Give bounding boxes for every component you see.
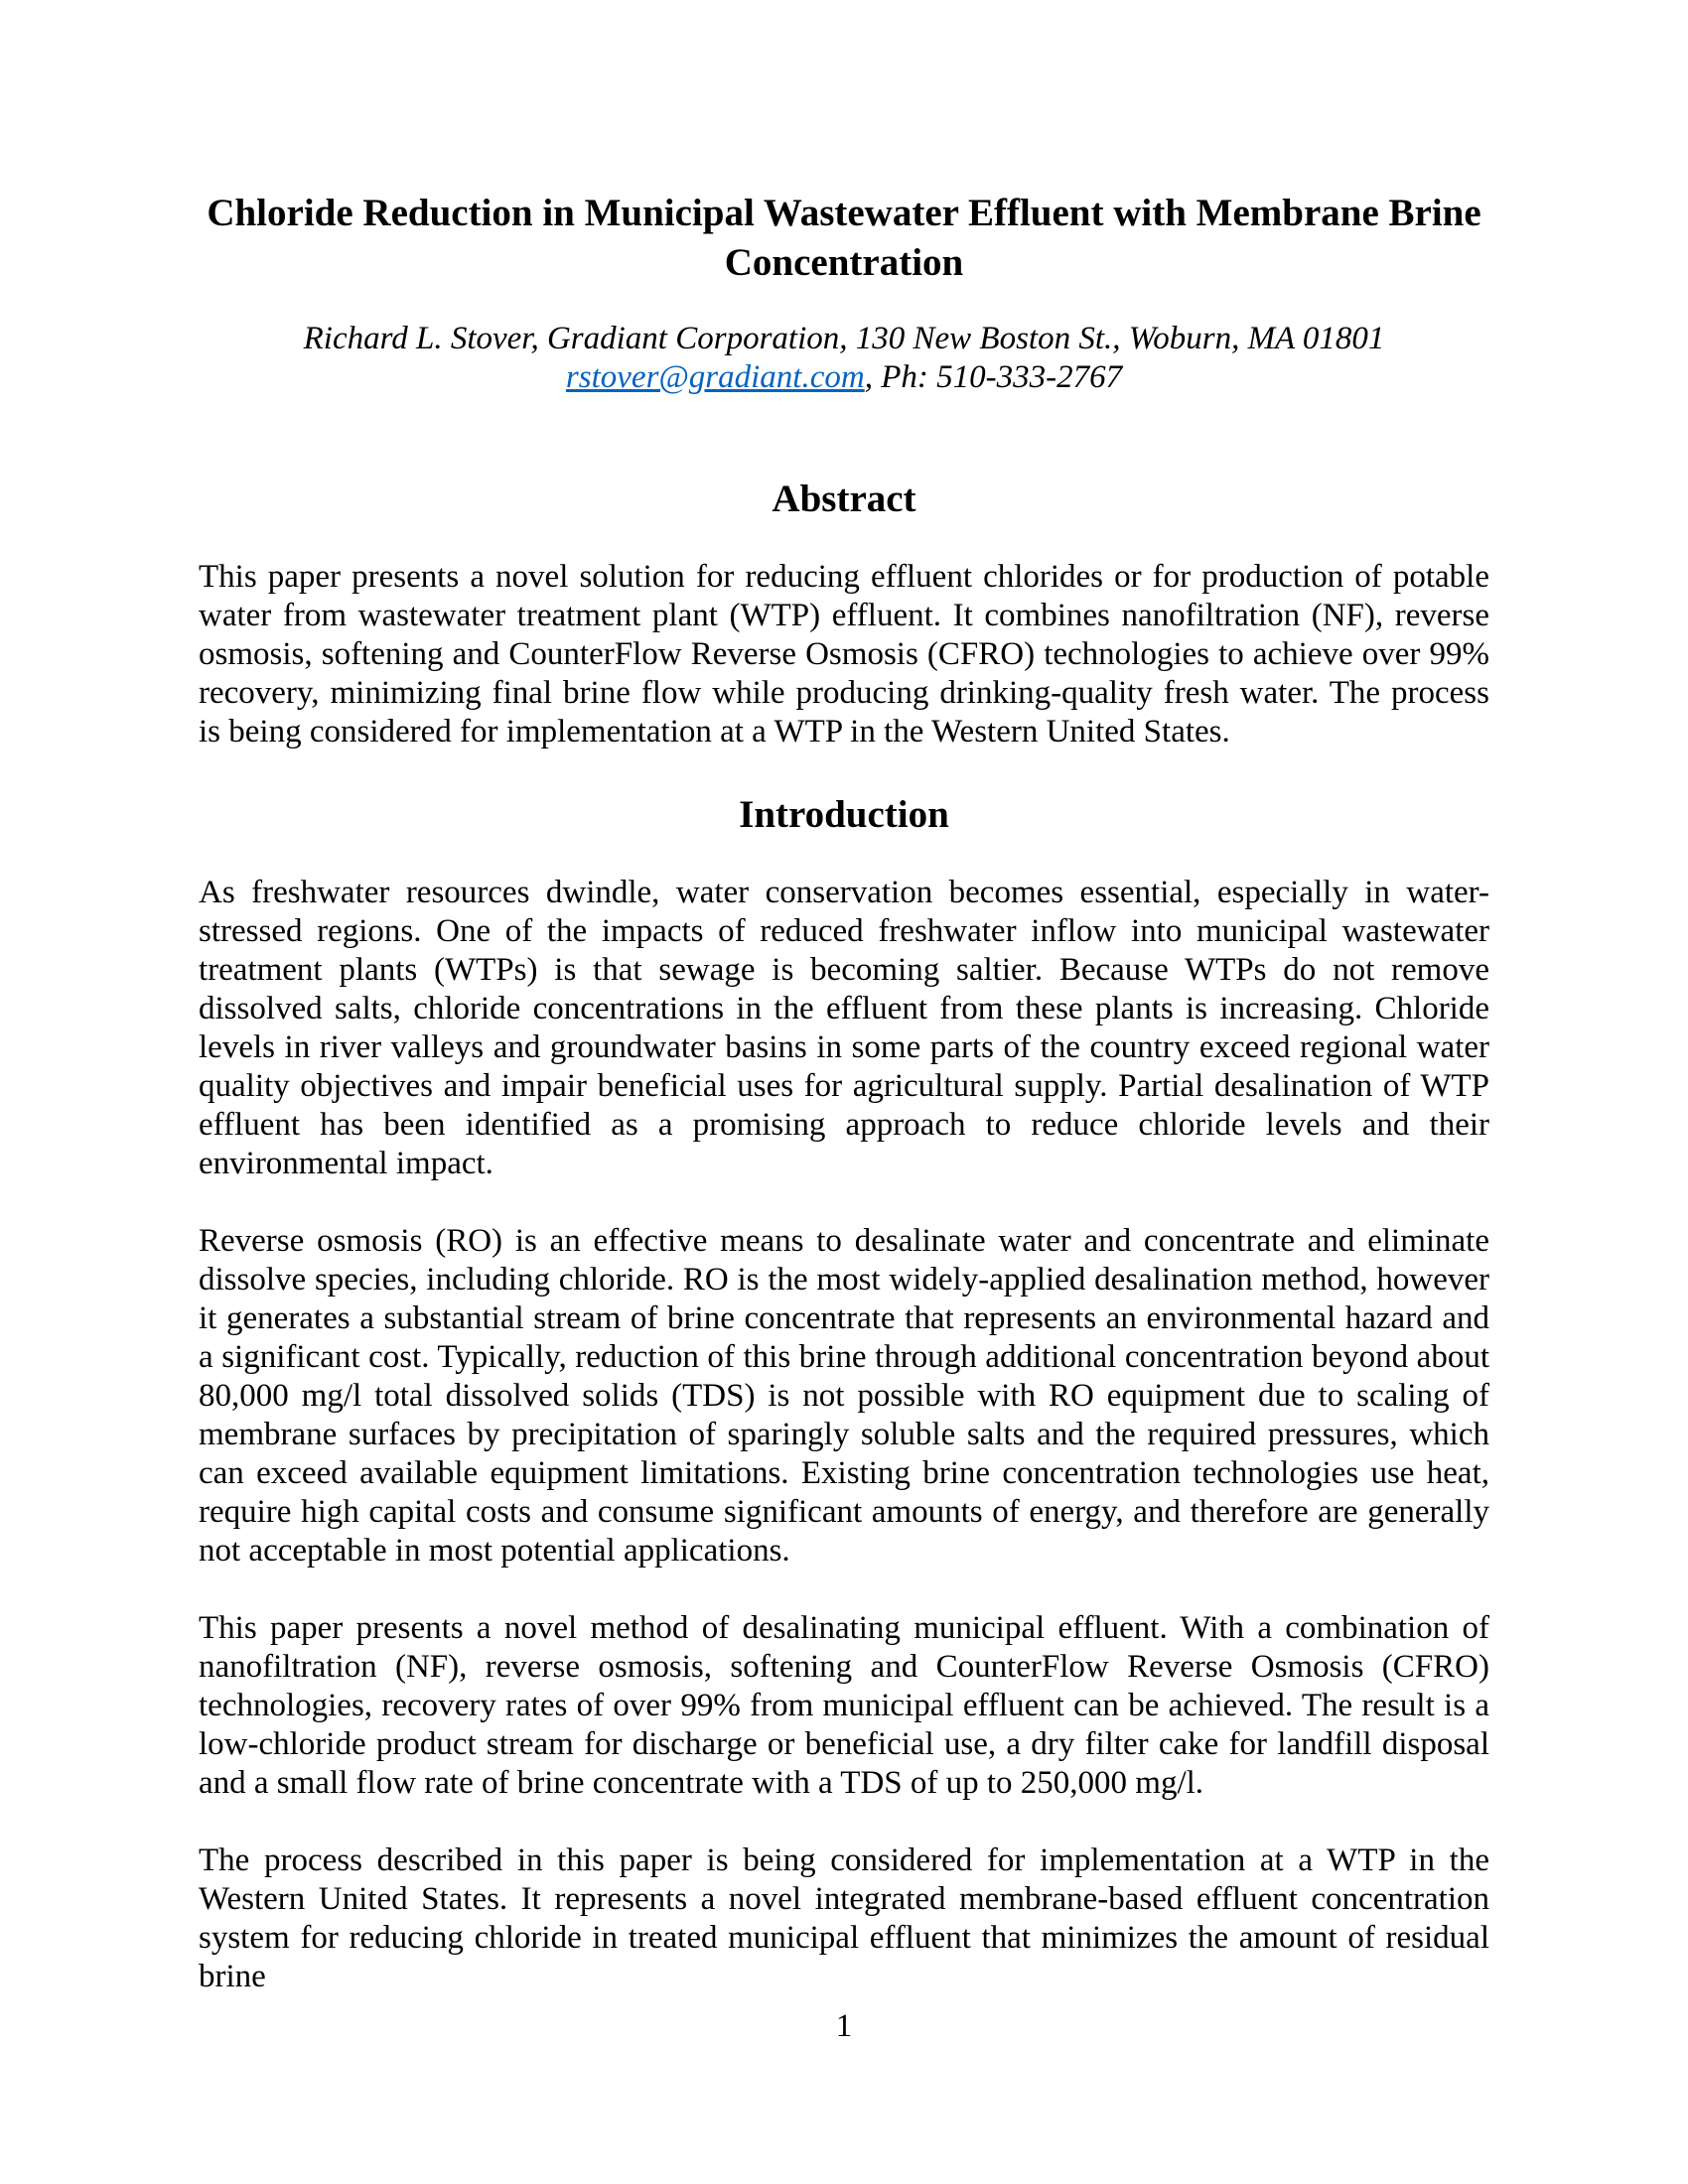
- introduction-paragraph-2: Reverse osmosis (RO) is an effective means to desalinate water and concentrate and eliminate dissolve species, including chloride. RO is the most widely-applied desalination method, however it generates a substantial stream of brine concentrate that represents an environmental hazard and a significant cost. Typically, reduction of this brine through additional concentration beyond about 80,000 mg/l total dissolved solids (TDS) is not possible with RO equipment due to scaling of membrane surfaces by precipitation of sparingly soluble salts and the required pressures, which can exceed available equipment limitations. Existing brine concentration technologies use heat, require high capital costs and consume significant amounts of energy, and therefore are generally not acceptable in most potential applications.: [199, 1223, 1489, 1569]
- introduction-paragraph-1: As freshwater resources dwindle, water conservation becomes essential, especially in water-stressed regions. One of the impacts of reduced freshwater inflow into municipal wastewater treatment plants (WTPs) is that sewage is becoming saltier. Because WTPs do not remove dissolved salts, chloride concentrations in the effluent from these plants is increasing. Chloride levels in river valleys and groundwater basins in some parts of the country exceed regional water quality objectives and impair beneficial uses for agricultural supply. Partial desalination of WTP effluent has been identified as a promising approach to reduce chloride levels and their environmental impact.: [199, 875, 1489, 1181]
- introduction-paragraph-4: The process described in this paper is being considered for implementation at a WTP in the Western United States. It represents a novel integrated membrane-based effluent concentration system for reducing chloride in treated municipal effluent that minimizes the amount of residual brine: [199, 1843, 1489, 1994]
- contact-line: [199, 358, 1489, 397]
- abstract-heading: Abstract: [772, 478, 916, 520]
- introduction-paragraph-3: This paper presents a novel method of desalinating municipal effluent. With a combination of nanofiltration (NF), reverse osmosis, softening and CounterFlow Reverse Osmosis (CFRO) technologies, recovery rates of over 99% from municipal effluent can be achieved. The result is a low-chloride product stream for discharge or beneficial use, a dry filter cake for landfill disposal and a small flow rate of brine concentrate with a TDS of up to 250,000 mg/l.: [199, 1610, 1489, 1801]
- author-line: Richard L. Stover, Gradiant Corporation, 130 New Boston St., Woburn, MA 01801: [303, 321, 1385, 356]
- introduction-heading: Introduction: [739, 793, 949, 836]
- email-link[interactable]: rstover@gradiant.com: [565, 359, 865, 395]
- abstract-paragraph: This paper presents a novel solution for reducing effluent chlorides or for production of potable water from wastewater treatment plant (WTP) effluent. It combines nanofiltration (NF), reverse osmosis, softening and CounterFlow Reverse Osmosis (CFRO) technologies to achieve over 99% recovery, minimizing final brine flow while producing drinking-quality fresh water. The process is being considered for implementation at a WTP in the Western United States.: [199, 559, 1489, 750]
- phone-text: , Ph: 510-333-2767: [864, 359, 1123, 395]
- paper-title: Chloride Reduction in Municipal Wastewater Effluent with Membrane Brine Concentration: [207, 192, 1481, 284]
- page-number: 1: [835, 2008, 853, 2044]
